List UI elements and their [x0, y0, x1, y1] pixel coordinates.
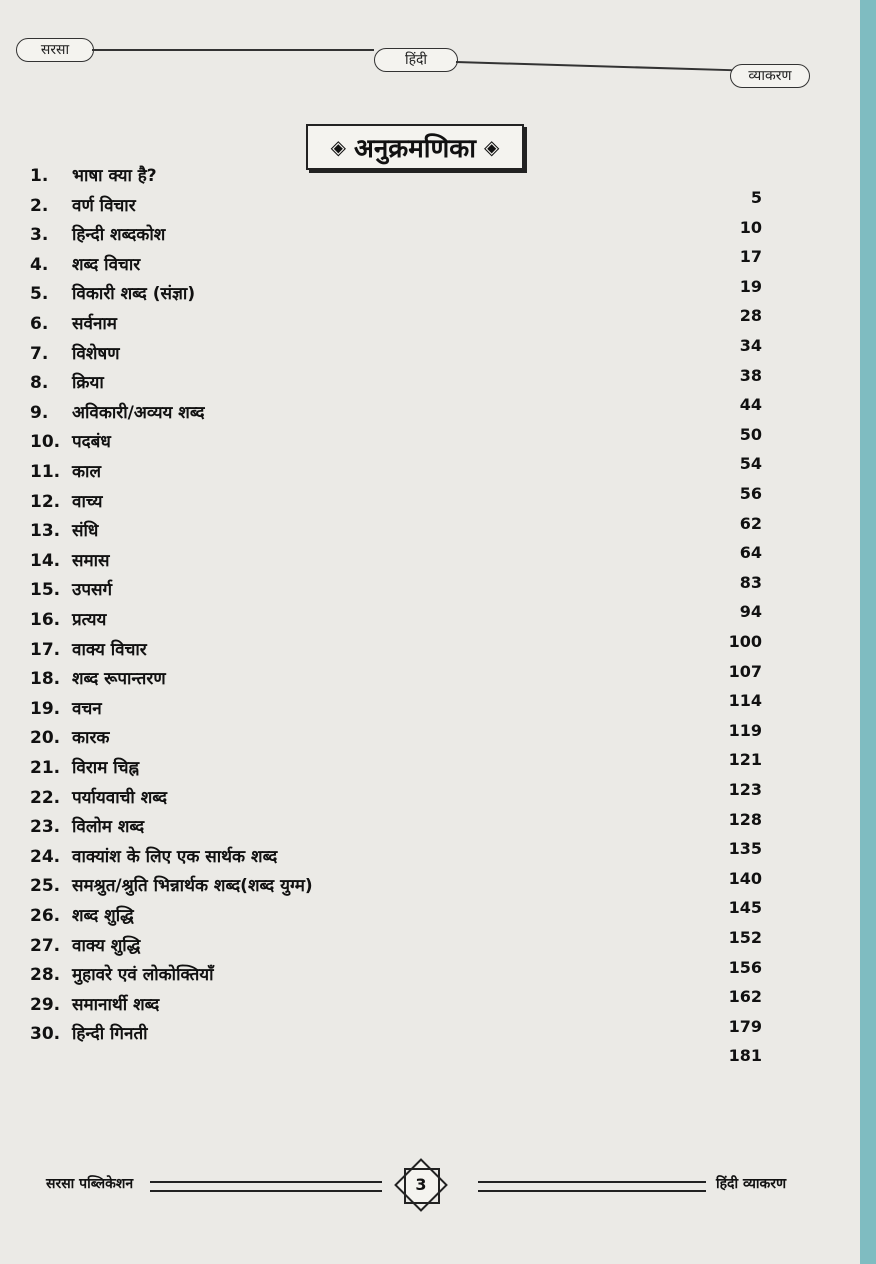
- toc-entry-number: 20.: [30, 728, 61, 749]
- toc-entry: [30, 903, 134, 926]
- toc-entry-title: विकारी शब्द (संज्ञा): [72, 284, 196, 305]
- toc-entry-title: वचन: [72, 698, 102, 719]
- toc-entry-title: सर्वनाम: [72, 314, 117, 334]
- toc-entry-title: हिन्दी गिनती: [72, 1024, 148, 1045]
- toc-entry-number: 22.: [30, 787, 61, 808]
- header-right-tab: व्याकरण: [730, 64, 810, 88]
- toc-entry-title: वाक्य शुद्धि: [72, 935, 141, 956]
- toc-entry: [30, 163, 157, 186]
- toc-entry-number: 12.: [30, 491, 61, 512]
- toc-entry-page: 44: [739, 395, 762, 415]
- toc-entry: [30, 785, 167, 808]
- header-left-tab: सरसा: [16, 38, 94, 62]
- index-title-box: [306, 124, 524, 170]
- toc-entry-number: 17.: [30, 639, 61, 660]
- toc-entry-title: भाषा क्या है?: [72, 166, 157, 186]
- toc-entry: [30, 755, 139, 778]
- toc-entry: [30, 370, 104, 393]
- toc-entry-number: 25.: [30, 876, 61, 897]
- toc-entry-page: 123: [728, 780, 762, 799]
- toc-entry: [30, 725, 109, 748]
- toc-entry-page: 28: [739, 306, 762, 326]
- toc-entry-page: 50: [739, 424, 762, 444]
- toc-entry-title: क्रिया: [72, 373, 104, 394]
- toc-entry-page: 156: [728, 957, 762, 977]
- toc-entry-title: समानार्थी शब्द: [72, 994, 160, 1015]
- toc-entry-page: 145: [728, 898, 762, 918]
- toc-entry-page: 94: [739, 602, 762, 622]
- toc-entry-page: 5: [750, 188, 762, 207]
- toc-entry-number: 15.: [30, 580, 61, 601]
- toc-entry-page: 135: [728, 839, 762, 859]
- toc-entry: [30, 933, 140, 956]
- toc-entry-title: संधि: [72, 521, 99, 542]
- toc-entry: [30, 814, 144, 837]
- footer-rule-right: [478, 1181, 706, 1192]
- toc-entry-number: 6.: [30, 314, 49, 334]
- toc-entry-title: विलोम शब्द: [72, 817, 145, 838]
- toc-entry-page: 119: [728, 720, 762, 740]
- toc-entry-number: 9.: [30, 402, 49, 423]
- toc-entry-page: 54: [739, 454, 762, 474]
- toc-entry: [30, 607, 106, 630]
- toc-entry-title: समास: [72, 550, 110, 571]
- toc-entry: [30, 992, 159, 1015]
- page-number: 3: [415, 1175, 427, 1194]
- toc-entry-number: 28.: [30, 965, 61, 986]
- toc-entry-page: 128: [728, 809, 762, 829]
- toc-entry-title: समश्रुत/श्रुति भिन्नार्थक शब्द(शब्द युग्म): [72, 876, 313, 897]
- toc-entry-number: 7.: [30, 343, 49, 364]
- toc-entry-number: 18.: [30, 669, 61, 690]
- toc-entry-title: वाच्य: [72, 491, 103, 512]
- book-spine: [860, 0, 876, 1264]
- toc-entry-page: 121: [728, 750, 762, 770]
- toc-entry-title: शब्द शुद्धि: [72, 906, 134, 926]
- toc-entry-page: 19: [739, 276, 762, 296]
- toc-entry-page: 162: [728, 987, 762, 1007]
- toc-entry: [30, 696, 102, 719]
- toc-entry: [30, 873, 313, 896]
- toc-entry-page: 83: [739, 572, 762, 592]
- toc-entry-page: 38: [739, 365, 762, 385]
- toc-entry-page: 181: [728, 1046, 762, 1066]
- toc-entry: [30, 281, 195, 304]
- toc-entry-title: काल: [72, 462, 101, 482]
- toc-entry-page: 17: [739, 247, 762, 267]
- toc-entry-number: 23.: [30, 817, 61, 838]
- toc-entry-title: मुहावरे एवं लोकोक्तियाँ: [72, 965, 214, 986]
- toc-entry-page: 10: [739, 217, 762, 237]
- toc-entry-number: 26.: [30, 906, 61, 926]
- toc-entry: [30, 252, 140, 275]
- toc-entry-title: विराम चिह्न: [72, 758, 140, 778]
- toc-entry-number: 21.: [30, 758, 61, 778]
- toc-entry-title: शब्द रूपान्तरण: [72, 669, 166, 690]
- toc-entry: [30, 429, 111, 452]
- toc-entry: [30, 548, 110, 571]
- toc-entry-title: वाक्यांश के लिए एक सार्थक शब्द: [72, 846, 278, 867]
- toc-entry: [30, 311, 117, 334]
- toc-entry-number: 4.: [30, 254, 49, 275]
- toc-entry-title: उपसर्ग: [72, 580, 113, 601]
- toc-entry-title: विशेषण: [72, 343, 120, 364]
- toc-entry-page: 179: [728, 1016, 762, 1036]
- toc-entry: [30, 222, 165, 245]
- toc-entry: [30, 962, 214, 985]
- toc-entry-title: वाक्य विचार: [72, 639, 147, 660]
- toc-entry-page: 34: [739, 336, 762, 355]
- toc-entry-page: 152: [728, 928, 762, 947]
- header-center-tab: हिंदी: [374, 48, 458, 72]
- toc-entry: [30, 193, 136, 216]
- toc-entry-page: 100: [728, 632, 762, 651]
- toc-entry-number: 29.: [30, 994, 61, 1015]
- toc-entry-number: 14.: [30, 550, 61, 571]
- toc-entry-page: 107: [728, 661, 762, 681]
- toc-entry-title: कारक: [72, 728, 110, 749]
- header-line: [92, 49, 374, 51]
- footer-publisher: सरसा पब्लिकेशन: [46, 1176, 134, 1192]
- toc-entry-number: 1.: [30, 166, 49, 186]
- toc-entry-title: अविकारी/अव्यय शब्द: [72, 402, 205, 423]
- toc-entry-number: 11.: [30, 462, 61, 482]
- toc-entry-title: हिन्दी शब्दकोश: [72, 225, 166, 246]
- toc-entry: [30, 1021, 148, 1044]
- footer-rule-left: [150, 1181, 382, 1192]
- toc-entry: [30, 518, 98, 541]
- toc-entry-number: 16.: [30, 610, 61, 630]
- toc-entry-number: 19.: [30, 698, 61, 719]
- diamond-icon: ◈: [330, 135, 346, 159]
- toc-entry-title: वर्ण विचार: [72, 195, 136, 216]
- diamond-icon: ◈: [484, 135, 500, 159]
- toc-entry: [30, 400, 205, 423]
- header-line-right: [456, 61, 732, 71]
- footer-book-title: हिंदी व्याकरण: [716, 1176, 787, 1192]
- toc-entry-title: प्रत्यय: [72, 610, 107, 630]
- toc-entry-number: 24.: [30, 846, 61, 867]
- toc-entry: [30, 666, 166, 689]
- toc-entry: [30, 341, 120, 364]
- toc-entry-number: 3.: [30, 225, 49, 246]
- page-title: अनुक्रमणिका: [353, 134, 477, 164]
- toc-entry: [30, 577, 112, 600]
- toc-entry-title: शब्द विचार: [72, 254, 141, 275]
- toc-entry-number: 2.: [30, 195, 49, 216]
- toc-entry-number: 30.: [30, 1024, 61, 1045]
- toc-entry-page: 140: [728, 868, 762, 888]
- toc-entry-number: 8.: [30, 373, 49, 394]
- toc-entry-number: 10.: [30, 432, 61, 453]
- toc-entry-number: 13.: [30, 521, 61, 542]
- toc-entry: [30, 844, 277, 867]
- toc-entry: [30, 637, 147, 660]
- toc-entry: [30, 489, 102, 512]
- toc-entry-title: पदबंध: [72, 432, 111, 453]
- toc-entry-number: 27.: [30, 935, 61, 956]
- toc-entry-page: 114: [728, 691, 762, 711]
- toc-entry-number: 5.: [30, 284, 49, 305]
- toc-entry-page: 64: [739, 543, 762, 563]
- toc-entry-page: 62: [739, 513, 762, 533]
- toc-entry-title: पर्यायवाची शब्द: [72, 787, 167, 808]
- toc-entry: [30, 459, 101, 482]
- toc-entry-page: 56: [739, 484, 762, 503]
